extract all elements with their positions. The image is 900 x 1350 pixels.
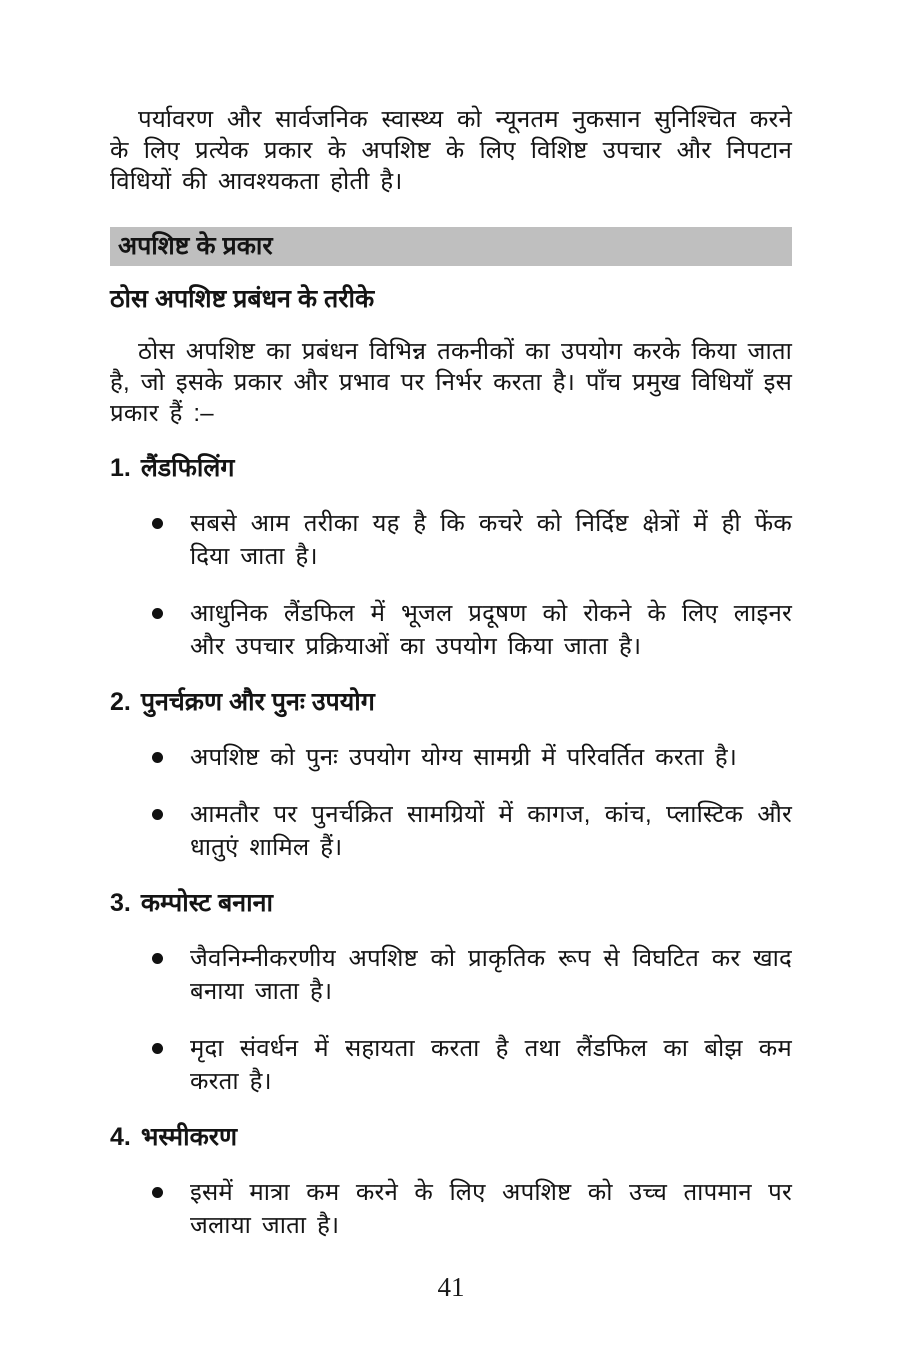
methods-paragraph: ठोस अपशिष्ट का प्रबंधन विभिन्न तकनीकों का उपयोग करके किया जाता है, जो इसके प्रकार और प्रभाव पर निर्भर करता है। पाँच प्रमुख विधियाँ इस प्रकार हैं :– bbox=[110, 338, 792, 427]
method-heading-landfilling bbox=[110, 453, 792, 483]
method-title: भस्मीकरण bbox=[140, 1123, 238, 1151]
method-heading-recycling bbox=[110, 687, 792, 717]
bullet-icon bbox=[152, 608, 163, 619]
bullet-text: इसमें मात्रा कम करने के लिए अपशिष्ट को उच्च तापमान पर जलाया जाता है। bbox=[190, 1179, 792, 1239]
list-item bbox=[110, 1032, 792, 1098]
bullet-icon bbox=[152, 1043, 163, 1054]
method-number: 4. bbox=[110, 1123, 131, 1151]
subheading: ठोस अपशिष्ट प्रबंधन के तरीके bbox=[110, 285, 375, 313]
list-item bbox=[110, 597, 792, 663]
bullet-icon bbox=[152, 953, 163, 964]
section-banner: अपशिष्ट के प्रकार bbox=[110, 227, 792, 266]
method-title: कम्पोस्ट बनाना bbox=[140, 889, 273, 917]
method-title: लैंडफिलिंग bbox=[140, 454, 235, 482]
bullet-text: आमतौर पर पुनर्चक्रित सामग्रियों में कागज, कांच, प्लास्टिक और धातुएं शामिल हैं। bbox=[190, 801, 792, 861]
method-number: 3. bbox=[110, 889, 131, 917]
bullet-text: मृदा संवर्धन में सहायता करता है तथा लैंडफिल का बोझ कम करता है। bbox=[190, 1035, 792, 1095]
method-heading-incineration bbox=[110, 1122, 792, 1152]
bullet-icon bbox=[152, 1187, 163, 1198]
method-heading-composting bbox=[110, 888, 792, 918]
intro-paragraph: पर्यावरण और सार्वजनिक स्वास्थ्य को न्यूनतम नुकसान सुनिश्चित करने के लिए प्रत्येक प्रकार के अपशिष्ट के लिए विशिष्ट उपचार और निपटान विधियों की आवश्यकता होती है। bbox=[110, 106, 792, 195]
method-number: 2. bbox=[110, 688, 131, 716]
bullet-text: जैवनिम्नीकरणीय अपशिष्ट को प्राकृतिक रूप से विघटित कर खाद बनाया जाता है। bbox=[190, 945, 792, 1005]
list-item bbox=[110, 942, 792, 1008]
bullet-icon bbox=[152, 809, 163, 820]
list-item bbox=[110, 798, 792, 864]
bullet-icon bbox=[152, 752, 163, 763]
bullet-icon bbox=[152, 518, 163, 529]
method-title: पुनर्चक्रण और पुनः उपयोग bbox=[140, 688, 375, 716]
list-item bbox=[110, 1176, 792, 1242]
list-item bbox=[110, 507, 792, 573]
list-item bbox=[110, 741, 792, 774]
page-number: 41 bbox=[437, 1272, 465, 1302]
method-number: 1. bbox=[110, 454, 131, 482]
bullet-text: आधुनिक लैंडफिल में भूजल प्रदूषण को रोकने के लिए लाइनर और उपचार प्रक्रियाओं का उपयोग किया जाता है। bbox=[190, 600, 792, 660]
bullet-text: सबसे आम तरीका यह है कि कचरे को निर्दिष्ट क्षेत्रों में ही फेंक दिया जाता है। bbox=[190, 510, 792, 570]
bullet-text: अपशिष्ट को पुनः उपयोग योग्य सामग्री में परिवर्तित करता है। bbox=[190, 744, 738, 771]
